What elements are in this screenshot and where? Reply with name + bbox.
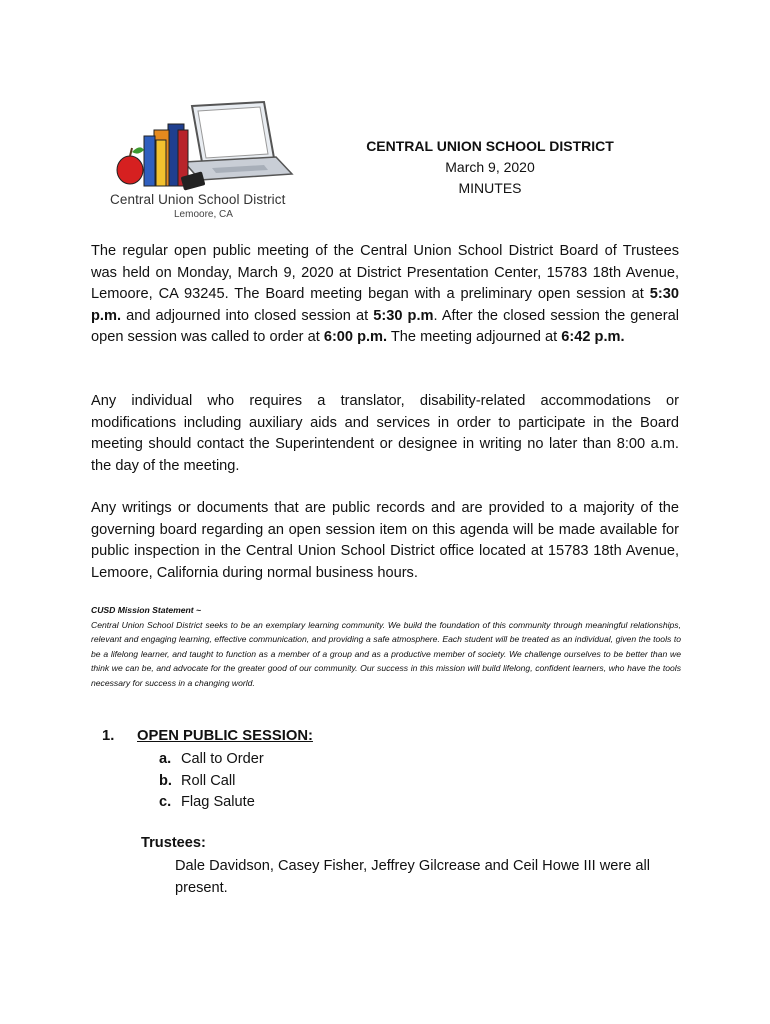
mission-statement [91,603,681,691]
logo-city: Lemoore, CA [174,209,233,220]
document-title: MINUTES [458,180,522,196]
meeting-summary-paragraph: The regular open public meeting of the Central Union School District Board of Trustees was held on Monday, March 9, 2020 at District Presentation Center, 15783 18th Avenue, Lemoore, CA 93245. The Board meeting began with a preliminary open session at 5:30 p.m. and adjourned into closed session at 5:30 p.m. After the closed session the general open session was called to order at 6:00 p.m. The meeting adjourned at 6:42 p.m. [91,243,679,345]
start-time: 5:30 p.m. [91,286,679,324]
trustees-text: Dale Davidson, Casey Fisher, Jeffrey Gilcrease and Ceil Howe III were all present. [175,858,651,896]
district-title: CENTRAL UNION SCHOOL DISTRICT [366,138,614,154]
public-records-paragraph: Any writings or documents that are public records and are provided to a majority of the governing board regarding an open session item on this agenda will be made available for public inspection in the Central Union School District office located at 15783 18th Avenue, Lemoore, California during normal business hours. [91,500,679,581]
district-logo [106,100,302,226]
logo-district-name: Central Union School District [110,192,286,207]
trustees-label: Trustees: [141,835,206,851]
closed-session-time: 5:30 p.m [373,307,434,324]
list-item: a. Call to Order [159,751,264,767]
accommodations-paragraph: Any individual who requires a translator, disability-related accommodations or modifications including auxiliary aids and services in order to participate in the Board meeting should contact the Superintendent or designee in writing no later than 8:00 a.m. the day of the meeting. [91,393,679,474]
section-number: 1. [102,728,115,744]
adjourn-time: 6:42 p.m. [561,329,625,345]
mission-text: Central Union School District seeks to be an exemplary learning community. We build the foundation of this community through meaningful relationships, relevant and engaging learning, effective communication, and providing a safe atmosphere. Each student will be treated as an individual, given the tools to be a lifelong learner, and taught to function as a member of a group and as a productive member of society. We challenge ourselves to be better than we think we can be, and advocate for the greater good of our community. Our success in this mission will build lifelong, confident learners, who have the tools necessary for success in a changing world. [91,619,681,688]
list-item: c. Flag Salute [159,794,255,810]
agenda-sublist [159,749,264,814]
open-session-time: 6:00 p.m. [323,329,388,345]
list-item: b. Roll Call [159,772,236,789]
document-header [300,136,680,199]
mission-title: CUSD Mission Statement ~ [91,605,202,615]
section-title: OPEN PUBLIC SESSION: [137,728,313,744]
logo-graphic-icon [114,100,294,192]
meeting-date: March 9, 2020 [445,159,535,175]
